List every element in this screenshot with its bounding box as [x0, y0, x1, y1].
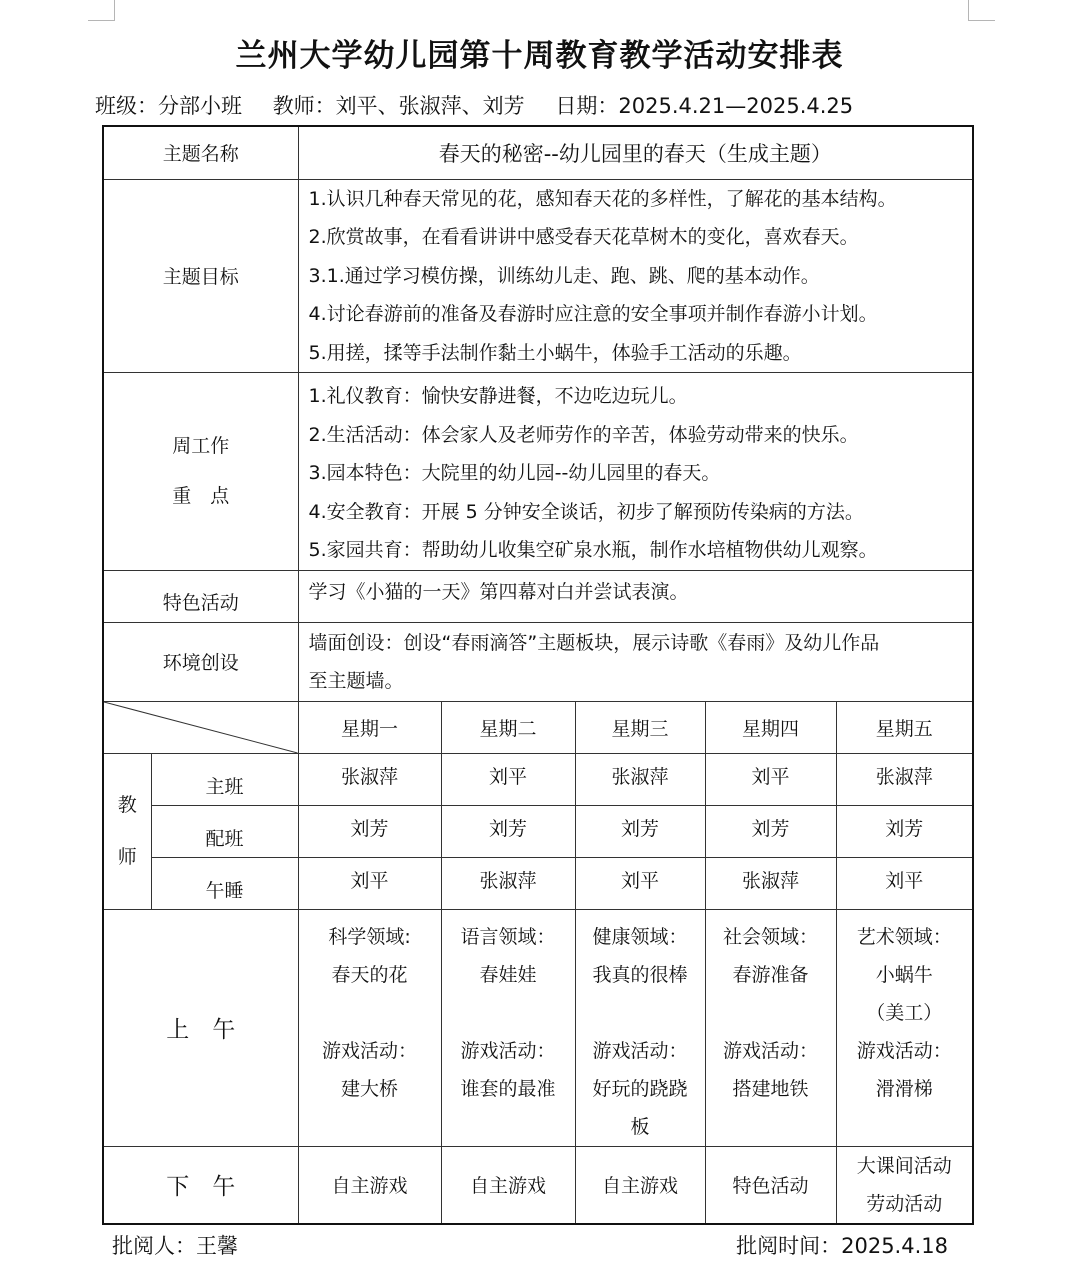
env-line: 墙面创设：创设“春雨滴答”主题板块，展示诗歌《春雨》及幼儿作品	[308, 631, 880, 654]
focus-item: 3.园本特色：大院里的幼儿园--幼儿园里的春天。	[308, 462, 721, 484]
days-row	[103, 701, 973, 753]
activity-line	[442, 994, 575, 1032]
crop-mark-right	[968, 0, 995, 21]
class-info: 班级：分部小班	[95, 94, 242, 118]
teacher-name: 张淑萍	[298, 753, 441, 805]
activity-line: 春娃娃	[479, 963, 537, 986]
activity-line: 搭建地铁	[732, 1077, 809, 1100]
morning-row	[103, 909, 973, 1146]
afternoon-line: 大课间活动	[856, 1154, 952, 1177]
env-label: 环境创设	[103, 622, 298, 701]
activity-line	[299, 994, 441, 1032]
goal-item: 1.认识几种春天常见的花，感知春天花的多样性，了解花的基本结构。	[308, 187, 897, 210]
morning-cell-tue	[441, 909, 575, 1146]
diagonal-header-cell	[103, 701, 298, 753]
activity-line: 艺术领域：	[856, 925, 952, 948]
focus-row	[103, 373, 973, 571]
morning-cell-fri	[836, 909, 973, 1146]
day-header: 星期一	[298, 701, 441, 753]
schedule-table	[102, 125, 974, 1225]
activity-line	[706, 994, 836, 1032]
theme-label: 主题名称	[103, 126, 298, 179]
afternoon-label: 下 午	[103, 1146, 298, 1224]
activity-line: 游戏活动：	[322, 1039, 418, 1062]
teacher-name: 张淑萍	[575, 753, 705, 805]
role-label: 配班	[151, 805, 298, 857]
teacher-name: 张淑萍	[705, 857, 836, 909]
teacher-row-nap	[103, 857, 973, 909]
activity-line: 科学领域:	[328, 925, 411, 948]
focus-label	[103, 373, 298, 571]
teacher-name: 刘芳	[836, 805, 973, 857]
afternoon-cell: 自主游戏	[441, 1146, 575, 1224]
activity-line: 游戏活动：	[723, 1039, 819, 1062]
crop-mark-left	[88, 0, 115, 21]
teacher-row-assist	[103, 805, 973, 857]
teacher-side-char: 教	[117, 794, 137, 816]
teacher-name: 刘芳	[441, 805, 575, 857]
teacher-name: 刘芳	[705, 805, 836, 857]
activity-line: 好玩的跷跷	[592, 1077, 688, 1100]
activity-line: 游戏活动：	[592, 1039, 688, 1062]
date-info: 日期：2025.4.21—2025.4.25	[555, 94, 854, 118]
activity-line: （美工）	[866, 1001, 943, 1024]
goal-item: 4.讨论春游前的准备及春游时应注意的安全事项并制作春游小计划。	[308, 303, 878, 325]
activity-line: 春天的花	[331, 963, 408, 986]
activity-line	[576, 994, 705, 1032]
teacher-side-label	[103, 753, 151, 909]
focus-label-line2: 重 点	[172, 485, 230, 508]
focus-item: 4.安全教育：开展 5 分钟安全谈话，初步了解预防传染病的方法。	[308, 500, 864, 523]
teacher-name: 刘芳	[575, 805, 705, 857]
special-value: 学习《小猫的一天》第四幕对白并尝试表演。	[298, 570, 973, 622]
focus-label-line1: 周工作	[172, 435, 230, 458]
goal-item: 3.1.通过学习模仿操，训练幼儿走、跑、跳、爬的基本动作。	[308, 264, 820, 287]
review-time: 批阅时间：2025.4.18	[736, 1234, 948, 1258]
day-header: 星期五	[836, 701, 973, 753]
goal-item: 2.欣赏故事，在看看讲讲中感受春天花草树木的变化，喜欢春天。	[308, 226, 859, 248]
teacher-name: 刘平	[705, 753, 836, 805]
teacher-name: 张淑萍	[441, 857, 575, 909]
morning-cell-mon	[298, 909, 441, 1146]
afternoon-cell: 自主游戏	[298, 1146, 441, 1224]
special-label: 特色活动	[103, 570, 298, 622]
env-line: 至主题墙。	[308, 670, 404, 692]
teacher-name: 刘芳	[298, 805, 441, 857]
teacher-name: 刘平	[575, 857, 705, 909]
day-header: 星期三	[575, 701, 705, 753]
teacher-name: 刘平	[298, 857, 441, 909]
teacher-side-char: 师	[117, 846, 137, 868]
activity-line: 春游准备	[732, 963, 809, 986]
focus-item: 1.礼仪教育：愉快安静进餐，不边吃边玩儿。	[308, 385, 688, 407]
activity-line: 小蜗牛	[875, 963, 933, 986]
teacher-name: 刘平	[441, 753, 575, 805]
day-header: 星期二	[441, 701, 575, 753]
diagonal-line	[104, 702, 298, 753]
focus-item: 5.家园共育：帮助幼儿收集空矿泉水瓶，制作水培植物供幼儿观察。	[308, 539, 878, 561]
focus-list	[298, 373, 973, 571]
theme-value: 春天的秘密--幼儿园里的春天（生成主题）	[298, 126, 973, 179]
morning-label: 上 午	[103, 909, 298, 1146]
theme-row	[103, 126, 973, 179]
goal-item: 5.用搓，揉等手法制作黏土小蜗牛，体验手工活动的乐趣。	[308, 341, 802, 364]
activity-line: 社会领域：	[723, 925, 819, 948]
special-row	[103, 570, 973, 622]
env-row	[103, 622, 973, 701]
day-header: 星期四	[705, 701, 836, 753]
morning-cell-wed	[575, 909, 705, 1146]
header-meta	[95, 90, 877, 120]
teachers-info: 教师：刘平、张淑萍、刘芳	[272, 94, 525, 118]
teacher-name: 刘平	[836, 857, 973, 909]
afternoon-line: 劳动活动	[866, 1192, 943, 1215]
activity-line: 游戏活动：	[856, 1039, 952, 1062]
afternoon-cell: 自主游戏	[575, 1146, 705, 1224]
activity-line: 滑滑梯	[875, 1077, 933, 1100]
goals-row	[103, 179, 973, 373]
goals-list	[298, 179, 973, 373]
page-title: 兰州大学幼儿园第十周教育教学活动安排表	[235, 38, 844, 74]
activity-line: 游戏活动：	[460, 1039, 556, 1062]
focus-item: 2.生活活动：体会家人及老师劳作的辛苦，体验劳动带来的快乐。	[308, 423, 859, 446]
activity-line: 板	[630, 1115, 650, 1138]
activity-line: 语言领域：	[460, 925, 556, 948]
activity-line: 健康领域：	[592, 925, 688, 948]
afternoon-cell-fri	[836, 1146, 973, 1224]
activity-line: 建大桥	[341, 1077, 399, 1100]
afternoon-row	[103, 1146, 973, 1224]
reviewer: 批阅人：王馨	[112, 1234, 238, 1258]
goals-label: 主题目标	[103, 179, 298, 373]
activity-line: 我真的很棒	[592, 963, 688, 986]
env-value	[298, 622, 973, 701]
activity-line: 谁套的最准	[460, 1077, 556, 1100]
role-label: 午睡	[151, 857, 298, 909]
morning-cell-thu	[705, 909, 836, 1146]
teacher-name: 张淑萍	[836, 753, 973, 805]
role-label: 主班	[151, 753, 298, 805]
afternoon-cell: 特色活动	[705, 1146, 836, 1224]
teacher-row-main	[103, 753, 973, 805]
